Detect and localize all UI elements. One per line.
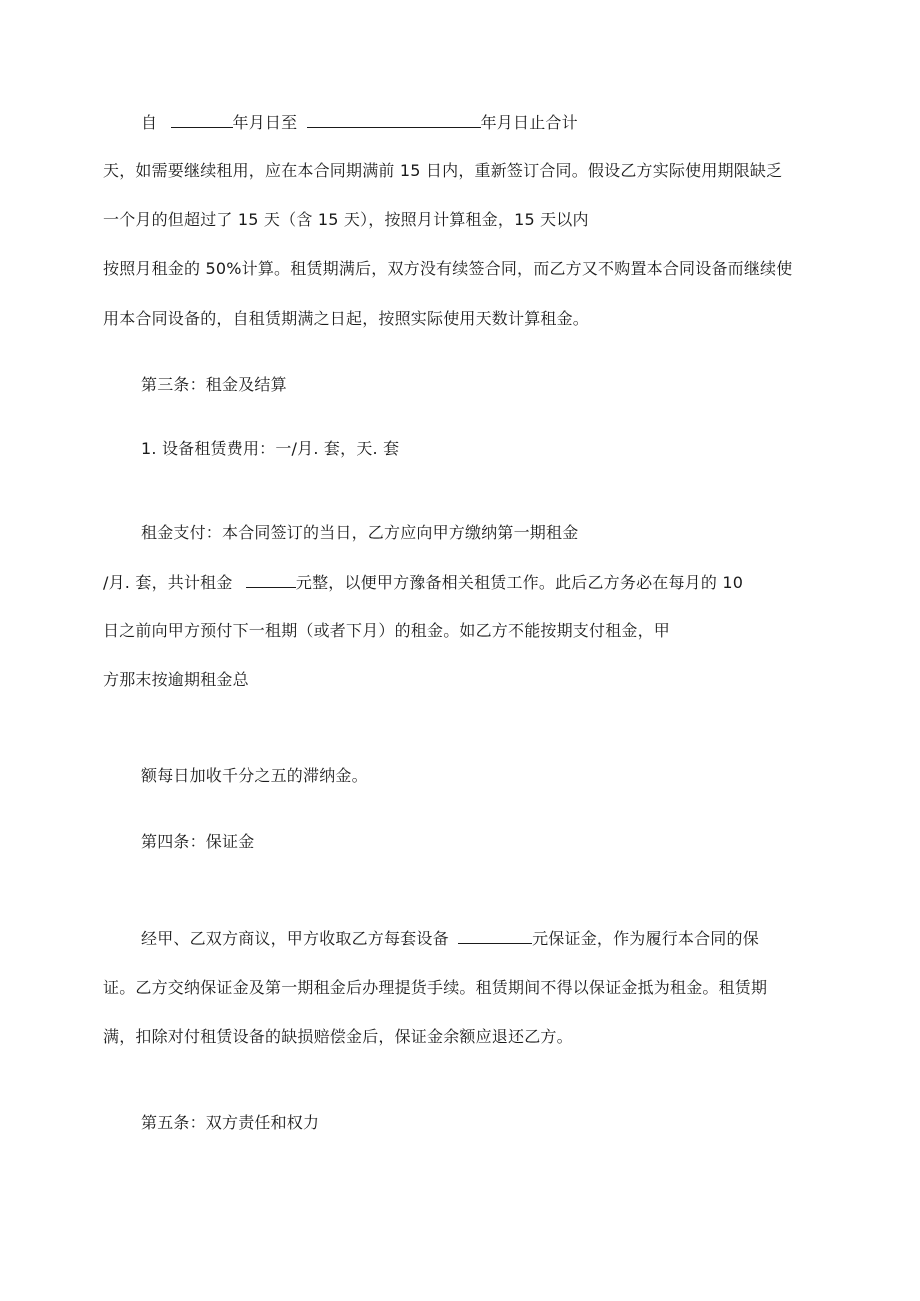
- paragraph-1-line-4: 按照月租金的 50%计算。租赁期满后，双方没有续签合同，而乙方又不购置本合同设备而继续使: [103, 259, 793, 278]
- text-from: 自: [141, 113, 158, 132]
- article-3-heading: 第三条：租金及结算: [141, 375, 287, 394]
- paragraph-1-line-5: 用本合同设备的，自租赁期满之日起，按照实际使用天数计算租金。: [103, 309, 590, 328]
- text-deposit-suffix: 元保证金，作为履行本合同的保: [532, 929, 759, 948]
- paragraph-1-line-2: 天，如需要继续租用，应在本合同期满前 15 日内，重新签订合同。假设乙方实际使用期限缺乏: [103, 161, 783, 180]
- paragraph-2-line-4: 方那末按逾期租金总: [103, 670, 249, 689]
- article-3-item-1: 1. 设备租赁费用：一/月. 套，天. 套: [141, 439, 400, 458]
- article-5-heading: 第五条：双方责任和权力: [141, 1113, 320, 1132]
- text-date-end: 年月日止合计: [480, 113, 578, 132]
- paragraph-2-line-3: 日之前向甲方预付下一租期（或者下月）的租金。如乙方不能按期支付租金，甲: [103, 621, 671, 640]
- blank-start-date: [171, 112, 233, 128]
- blank-rent-amount: [246, 572, 296, 588]
- paragraph-4-line-1: [141, 928, 759, 950]
- paragraph-3: 额每日加收千分之五的滞纳金。: [141, 766, 368, 785]
- text-rent-suffix: 元整，以便甲方豫备相关租赁工作。此后乙方务必在每月的 10: [295, 573, 744, 592]
- blank-end-date: [307, 112, 481, 128]
- paragraph-1-line-3: 一个月的但超过了 15 天（含 15 天），按照月计算租金，15 天以内: [103, 210, 589, 229]
- paragraph-2-line-1: 租金支付：本合同签订的当日，乙方应向甲方缴纳第一期租金: [141, 523, 579, 542]
- text-rent-prefix: /月. 套，共计租金: [103, 573, 233, 592]
- paragraph-1-line-1: [141, 112, 578, 134]
- text-date-to: 年月日至: [232, 113, 298, 132]
- paragraph-4-line-3: 满，扣除对付租赁设备的缺损赔偿金后，保证金余额应退还乙方。: [103, 1027, 573, 1046]
- paragraph-2-line-2: [103, 572, 743, 594]
- article-4-heading: 第四条：保证金: [141, 832, 255, 851]
- text-deposit-prefix: 经甲、乙双方商议，甲方收取乙方每套设备: [141, 929, 449, 948]
- paragraph-4-line-2: 证。乙方交纳保证金及第一期租金后办理提货手续。租赁期间不得以保证金抵为租金。租赁期: [103, 978, 768, 997]
- blank-deposit-amount: [458, 928, 532, 944]
